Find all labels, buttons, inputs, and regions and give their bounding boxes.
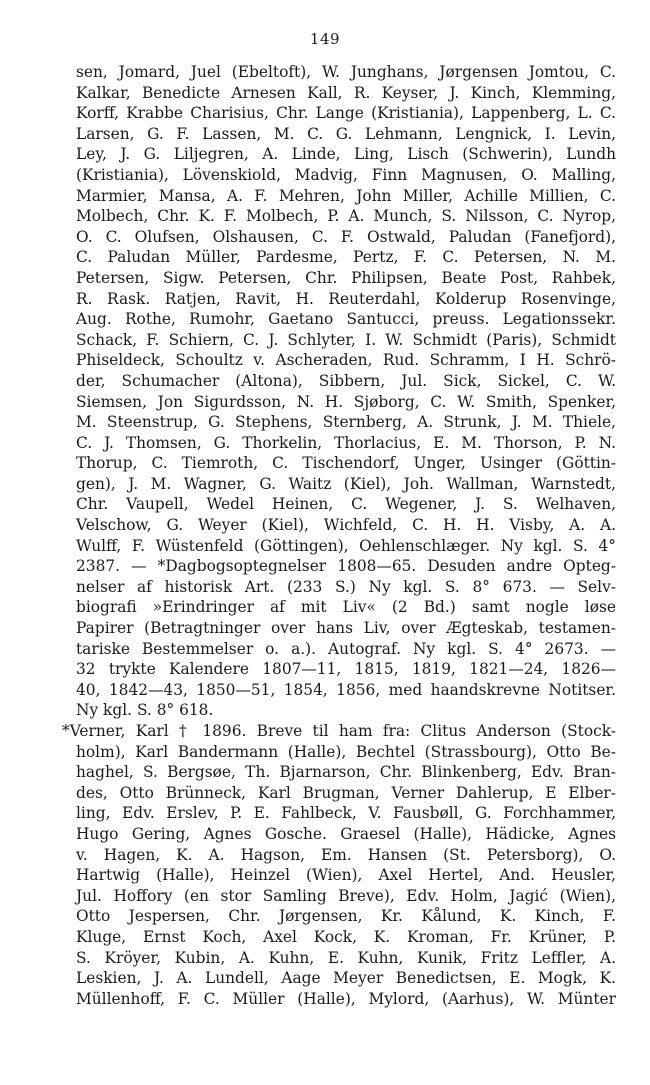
text-line: holm), Karl Bandermann (Halle), Bechtel (Strassbourg), Otto Be- (76, 742, 616, 761)
text-line: Papirer (Betragtninger over hans Liv, over Ægteskab, testamen- (76, 619, 616, 638)
text-line: Müllenhoff, F. C. Müller (Halle), Mylord, (Aarhus), W. Münter (76, 989, 616, 1008)
text-line: Jul. Hoffory (en stor Samling Breve), Edv. Holm, Jagić (Wien), (76, 886, 616, 905)
text-line: Marmier, Mansa, A. F. Mehren, John Miller, Achille Millien, C. (76, 186, 616, 205)
text-line: Ny kgl. S. 8° 618. (76, 701, 214, 720)
text-line: biografi »Erindringer af mit Liv« (2 Bd.) samt nogle løse (76, 598, 616, 617)
text-line: 32 trykte Kalendere 1807—11, 1815, 1819, 1821—24, 1826— (76, 660, 616, 679)
text-line: Siemsen, Jon Sigurdsson, N. H. Sjøborg, C. W. Smith, Spenker, (76, 392, 616, 411)
text-line: Schack, F. Schiern, C. J. Schlyter, I. W. Schmidt (Paris), Schmidt (76, 330, 616, 349)
text-line: Velschow, G. Weyer (Kiel), Wichfeld, C. H. H. Visby, A. A. (76, 516, 616, 535)
text-line: Ley, J. G. Liljegren, A. Linde, Ling, Lisch (Schwerin), Lundh (76, 145, 616, 164)
text-line: Larsen, G. F. Lassen, M. C. G. Lehmann, Lengnick, I. Levin, (76, 124, 616, 143)
text-line: 2387. — *Dagbogsoptegnelser 1808—65. Desuden andre Opteg- (76, 557, 616, 576)
text-line: tariske Bestemmelser o. a.). Autograf. Ny kgl. S. 4° 2673. — (76, 639, 616, 658)
text-line: der, Schumacher (Altona), Sibbern, Jul. Sick, Sickel, C. W. (76, 371, 616, 390)
text-line: Wulff, F. Wüstenfeld (Göttingen), Oehlenschlæger. Ny kgl. S. 4° (76, 536, 616, 555)
text-line: Leskien, J. A. Lundell, Aage Meyer Benedictsen, E. Mogk, K. (76, 969, 616, 988)
text-line: des, Otto Brünneck, Karl Brugman, Verner Dahlerup, E Elber- (76, 783, 616, 802)
text-line: Korff, Krabbe Charisius, Chr. Lange (Kristiania), Lappenberg, L. C. (76, 104, 616, 123)
text-line: Molbech, Chr. K. F. Molbech, P. A. Munch, S. Nilsson, C. Nyrop, (76, 207, 616, 226)
text-line: Kluge, Ernst Koch, Axel Kock, K. Kroman, Fr. Krüner, P. (76, 927, 616, 946)
text-line: *Verner, Karl † 1896. Breve til ham fra: Clitus Anderson (Stock- (62, 722, 616, 740)
text-line: Chr. Vaupell, Wedel Heinen, C. Wegener, J. S. Welhaven, (76, 495, 616, 514)
text-line: v. Hagen, K. A. Hagson, Em. Hansen (St. Petersborg), O. (76, 845, 616, 864)
text-line: sen, Jomard, Juel (Ebeltoft), W. Junghans, Jørgensen Jomtou, C. (76, 63, 616, 81)
text-line: Hugo Gering, Agnes Gosche. Graesel (Halle), Hädicke, Agnes (76, 824, 616, 843)
text-line: gen), J. M. Wagner, G. Waitz (Kiel), Joh. Wallman, Warnstedt, (76, 474, 616, 493)
text-line: (Kristiania), Lövenskiold, Madvig, Finn Magnusen, O. Malling, (76, 165, 616, 184)
text-line: Hartwig (Halle), Heinzel (Wien), Axel Hertel, And. Heusler, (76, 866, 616, 885)
text-line: R. Rask. Ratjen, Ravit, H. Reuterdahl, Kolderup Rosenvinge, (76, 289, 616, 308)
text-line: Aug. Rothe, Rumohr, Gaetano Santucci, preuss. Legationssekr. (76, 310, 616, 329)
text-line: C. J. Thomsen, G. Thorkelin, Thorlacius, E. M. Thorson, P. N. (76, 433, 616, 452)
text-line: Thorup, C. Tiemroth, C. Tischendorf, Unger, Usinger (Göttin- (76, 454, 616, 473)
text-line: haghel, S. Bergsøe, Th. Bjarnarson, Chr. Blinkenberg, Edv. Bran- (76, 763, 616, 782)
text-line: S. Kröyer, Kubin, A. Kuhn, E. Kuhn, Kunik, Fritz Leffler, A. (76, 948, 616, 967)
text-line: Phiseldeck, Schoultz v. Ascheraden, Rud. Schramm, I H. Schrö- (76, 351, 616, 370)
text-line: M. Steenstrup, G. Stephens, Sternberg, A. Strunk, J. M. Thiele, (76, 413, 616, 432)
text-line: Kalkar, Benedicte Arnesen Kall, R. Keyser, J. Kinch, Klemming, (76, 83, 616, 102)
page-number: 149 (309, 30, 341, 48)
text-line: C. Paludan Müller, Pardesme, Pertz, F. C. Petersen, N. M. (76, 248, 616, 267)
text-line: O. C. Olufsen, Olshausen, C. F. Ostwald, Paludan (Fanefjord), (76, 227, 616, 246)
text-line: ling, Edv. Erslev, P. E. Fahlbeck, V. Fausbøll, G. Forchhammer, (76, 804, 616, 823)
text-line: nelser af historisk Art. (233 S.) Ny kgl. S. 8° 673. — Selv- (76, 577, 616, 596)
text-line: Otto Jespersen, Chr. Jørgensen, Kr. Kålund, K. Kinch, F. (76, 907, 616, 926)
text-line: 40, 1842—43, 1850—51, 1854, 1856, med haandskrevne Notitser. (76, 680, 616, 699)
text-line: Petersen, Sigw. Petersen, Chr. Philipsen, Beate Post, Rahbek, (76, 268, 616, 287)
body-text (62, 62, 616, 1009)
